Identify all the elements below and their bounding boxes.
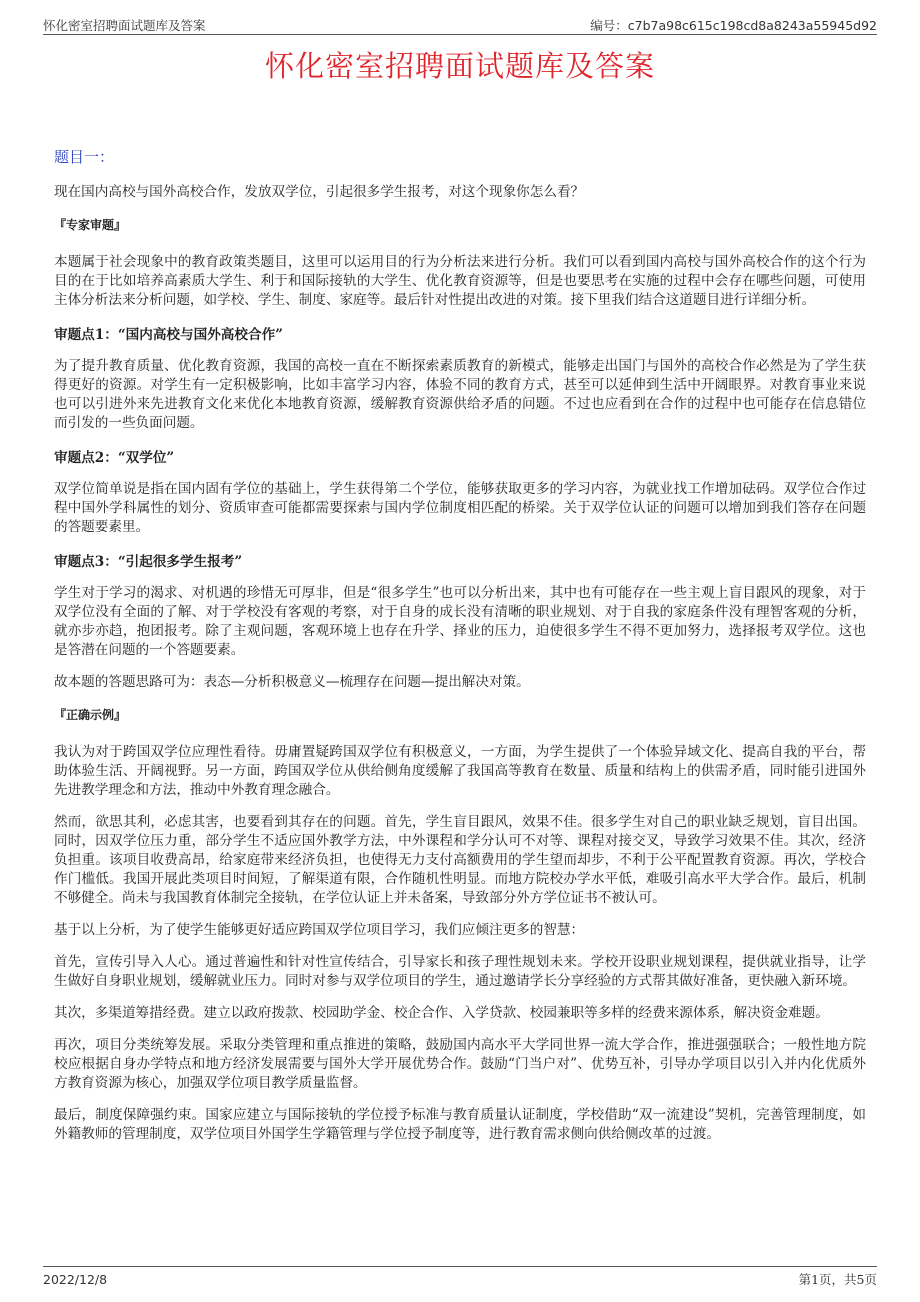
review-point-1-title: 审题点1：“国内高校与国外高校合作” [54,327,284,343]
correct-example-label: 『正确示例』 [54,708,127,722]
document-title: 怀化密室招聘面试题库及答案 [264,49,655,83]
expert-review-paragraph: 本题属于社会现象中的教育政策类题目，这里可以运用目的行为分析法来进行分析。我们可以看到国内高校与国外高校合作的这个行为目的在于比如培养高素质大学生、利于和国际接轨的大学生、优化教育资源等，但是也要思考在实施的过程中会存在哪些问题，可使用主体分析法来分析问题，如学校、学生、制度、家庭等。最后针对性提出改进的对策。接下里我们结合这道题目进行详细分析。 [54,254,866,308]
review-point-3-paragraph: 学生对于学习的渴求、对机遇的珍惜无可厚非，但是“很多学生”也可以分析出来，其中也有可能存在一些主观上盲目跟风的现象，对于双学位没有全面的了解、对于学校没有客观的考察，对于自身的成长没有清晰的职业规划、对于自我的家庭条件没有理智客观的分析，就亦步亦趋，抱团报考。除了主观问题，客观环境上也存在升学、择业的压力，迫使很多学生不得不更加努力，选择报考双学位。这也是答潜在问题的一个答题要素。 [54,585,866,658]
expert-review-label: 『专家审题』 [54,218,127,232]
answer-paragraph: 最后，制度保障强约束。国家应建立与国际接轨的学位授予标准与教育质量认证制度，学校借助“双一流建设”契机，完善管理制度，如外籍教师的管理制度，双学位项目外国学生学籍管理与学位授予制度等，进行教育需求侧向供给侧改革的过渡。 [54,1107,866,1142]
review-point-2-paragraph: 双学位简单说是指在国内固有学位的基础上，学生获得第二个学位，能够获取更多的学习内容，为就业找工作增加砝码。双学位合作过程中国外学科属性的划分、资质审查可能都需要探索与国内学位制度相匹配的桥梁。关于双学位认证的问题可以增加到我们答存在问题的答题要素里。 [54,481,866,535]
footer-page-number: 第1页，共5页 [798,1272,877,1287]
answer-paragraph: 我认为对于跨国双学位应理性看待。毋庸置疑跨国双学位有积极意义，一方面，为学生提供了一个体验异域文化、提高自我的平台，帮助体验生活、开阔视野。另一方面，跨国双学位从供给侧角度缓解了我国高等教育在数量、质量和结构上的供需矛盾，同时能引进国外先进教学理念和方法，推动中外教育理念融合。 [54,744,866,798]
header-doc-title: 怀化密室招聘面试题库及答案 [43,18,206,33]
question-heading: 题目一： [54,148,115,166]
page-footer [43,1266,877,1291]
header-doc-code: 编号：c7b7a98c615c198cd8a8243a55945d92 [590,18,877,33]
answer-paragraph: 其次，多渠道筹措经费。建立以政府拨款、校园助学金、校企合作、入学贷款、校园兼职等多样的经费来源体系，解决资金难题。 [54,1005,829,1021]
footer-date: 2022/12/8 [43,1271,108,1287]
answer-paragraph: 首先，宣传引导入人心。通过普遍性和针对性宣传结合，引导家长和孩子理性规划未来。学校开设职业规划课程，提供就业指导，让学生做好自身职业规划，缓解就业压力。同时对参与双学位项目的学生，通过邀请学长分享经验的方式帮其做好准备，更快融入新环境。 [54,954,866,989]
question-text: 现在国内高校与国外高校合作，发放双学位，引起很多学生报考，对这个现象你怎么看？ [54,184,585,200]
answer-approach-paragraph: 故本题的答题思路可为：表态—分析积极意义—梳理存在问题—提出解决对策。 [54,674,530,690]
page-header [43,14,877,35]
review-point-1-paragraph: 为了提升教育质量、优化教育资源，我国的高校一直在不断探索素质教育的新模式，能够走出国门与国外的高校合作必然是为了学生获得更好的资源。对学生有一定积极影响，比如丰富学习内容，体验不同的教育方式，甚至可以延伸到生活中开阔眼界。对教育事业来说也可以引进外来先进教育文化来优化本地教育资源，缓解教育资源供给矛盾的问题。不过也应看到在合作的过程中也可能存在信息错位而引发的一些负面问题。 [54,358,866,431]
review-point-2-title: 审题点2：“双学位” [54,450,175,466]
answer-paragraph: 然而，欲思其利，必虑其害，也要看到其存在的问题。首先，学生盲目跟风，效果不佳。很多学生对自己的职业缺乏规划，盲目出国。同时，因双学位压力重，部分学生不适应国外教学方法，中外课程和学分认可不对等、课程对接交叉，导致学习效果不佳。其次，经济负担重。该项目收费高昂，给家庭带来经济负担，也使得无力支付高额费用的学生望而却步，不利于公平配置教育资源。再次，学校合作门槛低。我国开展此类项目时间短，了解渠道有限，合作随机性明显。而地方院校办学水平低，难吸引高水平大学合作。最后，机制不够健全。尚未与我国教育体制完全接轨，在学位认证上并未备案，导致部分外方学位证书不被认可。 [54,814,866,906]
review-point-3-title: 审题点3：“引起很多学生报考” [54,554,243,570]
answer-paragraph: 基于以上分析，为了使学生能够更好适应跨国双学位项目学习，我们应倾注更多的智慧： [54,922,585,938]
document-body [54,140,866,1157]
answer-paragraph: 再次，项目分类统筹发展。采取分类管理和重点推进的策略，鼓励国内高水平大学同世界一流大学合作，推进强强联合；一般性地方院校应根据自身办学特点和地方经济发展需要与国外大学开展优势合作。鼓励“门当户对”、优势互补，引导办学项目以引入并内化优质外方教育资源为核心，加强双学位项目教学质量监督。 [54,1037,866,1091]
